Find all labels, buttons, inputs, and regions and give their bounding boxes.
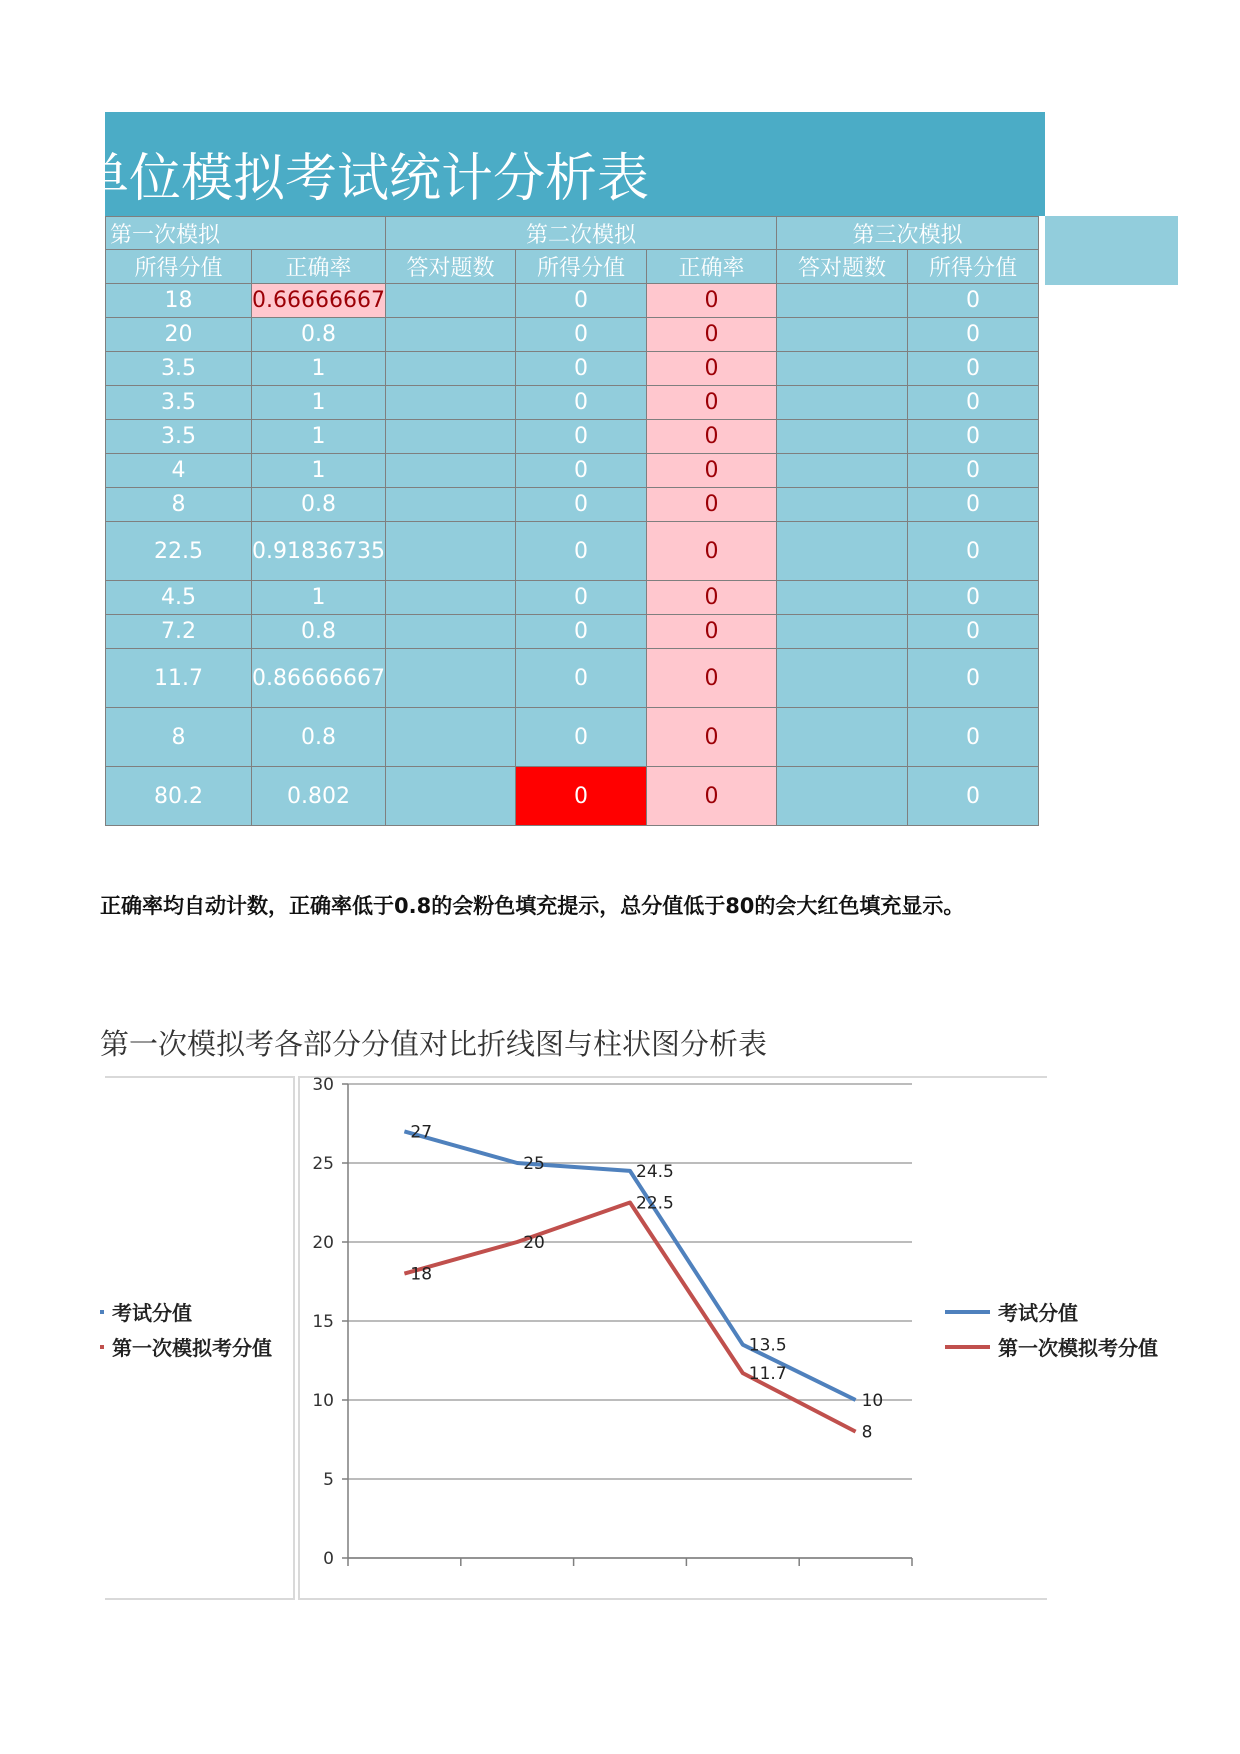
legend-label: 第一次模拟考分值 <box>998 1336 1158 1360</box>
table-cell: 8 <box>106 708 252 767</box>
table-cell: 0 <box>515 386 646 420</box>
column-header: 正确率 <box>252 250 386 284</box>
data-label: 10 <box>861 1391 884 1411</box>
data-label: 13.5 <box>748 1335 787 1356</box>
table-cell: 0 <box>646 352 776 386</box>
series-line-1 <box>404 1203 855 1432</box>
table-cell: 4 <box>106 454 252 488</box>
data-label: 20 <box>523 1233 545 1253</box>
y-tick-label: 10 <box>312 1391 334 1411</box>
series-line-0 <box>404 1131 855 1400</box>
table-cell: 0.8 <box>252 488 386 522</box>
table-cell: 0 <box>646 488 776 522</box>
y-tick-label: 25 <box>312 1154 334 1174</box>
legend-item-right-0 <box>945 1297 1078 1326</box>
column-header: 正确率 <box>646 250 776 284</box>
table-cell: 0 <box>907 386 1038 420</box>
legend-label: 考试分值 <box>998 1301 1078 1325</box>
data-label: 27 <box>410 1122 433 1143</box>
table-cell: 3.5 <box>106 352 252 386</box>
table-cell: 0 <box>646 284 776 318</box>
table-cell: 0 <box>646 420 776 454</box>
table-cell: 0 <box>515 488 646 522</box>
table-cell: 0 <box>515 581 646 615</box>
column-header: 所得分值 <box>515 250 646 284</box>
legend-swatch <box>945 1345 990 1349</box>
table-note: 正确率均自动计数，正确率低于0.8的会粉色填充提示，总分值低于80的会大红色填充显示。 <box>100 894 965 918</box>
data-label: 8 <box>861 1422 873 1443</box>
table-cell: 8 <box>106 488 252 522</box>
column-header: 答对题数 <box>776 250 907 284</box>
data-label: 18 <box>410 1264 433 1285</box>
table-cell: 0.8 <box>252 615 386 649</box>
table-cell: 0 <box>907 318 1038 352</box>
table-cell: 22.5 <box>106 522 252 581</box>
table-cell: 0 <box>646 454 776 488</box>
y-tick-label: 20 <box>312 1233 334 1253</box>
table-cell: 0.8 <box>252 318 386 352</box>
table-cell: 11.7 <box>106 649 252 708</box>
table-cell: 0 <box>515 708 646 767</box>
table-cell: 0 <box>515 649 646 708</box>
section-header-second: 第二次模拟 <box>385 217 776 250</box>
table-cell: 0 <box>907 284 1038 318</box>
table-cell: 0 <box>515 284 646 318</box>
y-tick-label: 30 <box>312 1075 334 1095</box>
table-cell: 0 <box>515 318 646 352</box>
y-tick-label: 15 <box>312 1312 334 1332</box>
table-cell: 0 <box>907 767 1038 826</box>
table-cell: 0 <box>907 581 1038 615</box>
column-header: 答对题数 <box>385 250 515 284</box>
table-cell: 0 <box>646 318 776 352</box>
data-label: 24.5 <box>636 1161 674 1182</box>
table-cell: 0.91836735 <box>252 522 386 581</box>
table-cell: 0 <box>515 522 646 581</box>
legend-item-right-1 <box>945 1332 1158 1361</box>
table-cell: 0 <box>646 386 776 420</box>
legend-label: 考试分值 <box>112 1301 192 1325</box>
table-cell: 20 <box>106 318 252 352</box>
table-cell: 0 <box>515 352 646 386</box>
table-cell: 0 <box>646 649 776 708</box>
table-cell: 0.66666667 <box>252 284 386 318</box>
column-header: 所得分值 <box>106 250 252 284</box>
table-cell: 0.8 <box>252 708 386 767</box>
table-cell: 18 <box>106 284 252 318</box>
table-cell: 1 <box>252 352 386 386</box>
table-cell: 1 <box>252 420 386 454</box>
table-cell: 0 <box>907 708 1038 767</box>
table-cell: 0 <box>907 420 1038 454</box>
legend-swatch <box>945 1310 990 1314</box>
table-cell: 0 <box>907 615 1038 649</box>
legend-label: 第一次模拟考分值 <box>112 1336 272 1360</box>
table-cell: 0 <box>646 767 776 826</box>
data-label: 25 <box>523 1154 545 1174</box>
table-cell: 0 <box>515 454 646 488</box>
page-title: 单位模拟考试统计分析表 <box>77 149 650 209</box>
table-cell: 0 <box>515 420 646 454</box>
table-cell: 0 <box>515 615 646 649</box>
table-cell: 3.5 <box>106 420 252 454</box>
table-cell: 7.2 <box>106 615 252 649</box>
data-label: 22.5 <box>636 1193 674 1214</box>
table-cell: 0 <box>646 708 776 767</box>
table-cell: 0 <box>907 454 1038 488</box>
section-header-third: 第三次模拟 <box>776 217 1038 250</box>
table-cell: 0 <box>646 615 776 649</box>
data-label: 11.7 <box>748 1364 787 1385</box>
table-cell: 4.5 <box>106 581 252 615</box>
y-tick-label: 5 <box>323 1470 334 1490</box>
table-cell: 0 <box>646 581 776 615</box>
table-cell: 0.802 <box>252 767 386 826</box>
y-tick-label: 0 <box>323 1549 334 1569</box>
table-cell: 1 <box>252 581 386 615</box>
section-header-first: 第一次模拟 <box>106 217 386 250</box>
chart-title: 第一次模拟考各部分分值对比折线图与柱状图分析表 <box>100 1027 768 1061</box>
table-cell: 1 <box>252 386 386 420</box>
table-cell: 80.2 <box>106 767 252 826</box>
table-cell: 3.5 <box>106 386 252 420</box>
table-cell: 0 <box>907 522 1038 581</box>
column-header: 所得分值 <box>907 250 1038 284</box>
table-cell: 1 <box>252 454 386 488</box>
table-cell: 0 <box>907 352 1038 386</box>
table-cell: 0.86666667 <box>252 649 386 708</box>
table-cell: 0 <box>515 767 646 826</box>
table-cell: 0 <box>907 649 1038 708</box>
table-cell: 0 <box>907 488 1038 522</box>
table-cell: 0 <box>646 522 776 581</box>
